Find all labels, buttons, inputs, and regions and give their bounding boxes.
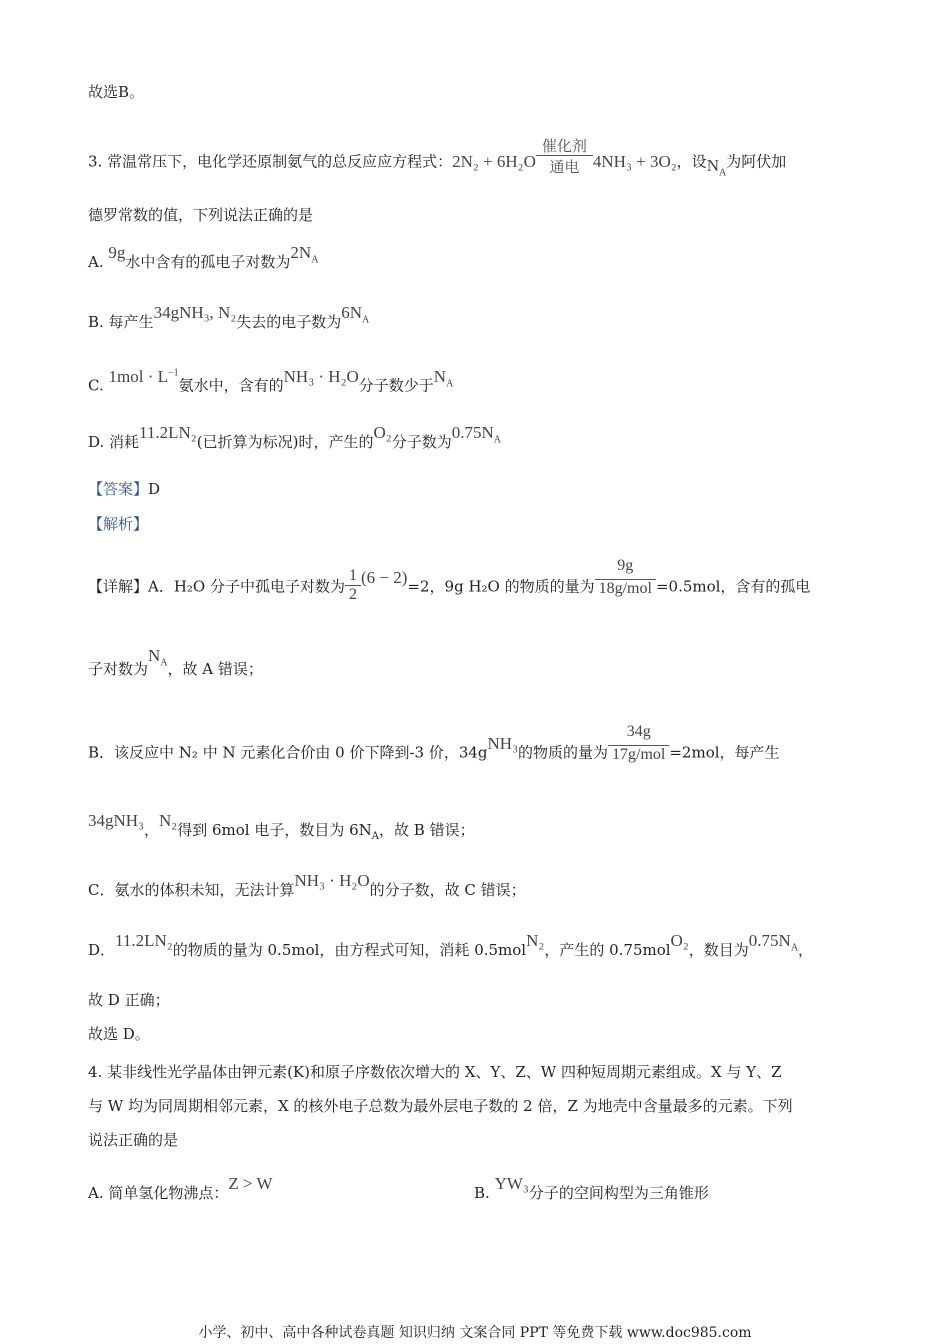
- q3-option-d: D. 消耗11.2LN₂(已折算为标况)时，产生的O₂分子数为$0.75N_A$: [88, 423, 501, 451]
- q3-option-c: C. $1mol \cdot L^{-1}$氨水中，含有的NH₃ · H₂O分子数少于$N_A$: [88, 366, 454, 395]
- half-fraction: $\frac{1}{2}$: [345, 567, 361, 604]
- moles-fraction-ammonia: $\frac{34g}{\text{17g/mol}}$: [608, 723, 669, 764]
- moles-fraction-water: $\frac{9g}{\text{18g/mol}}$: [595, 557, 656, 598]
- q4-stem-line1: 4. 某非线性光学晶体由钾元素(K)和原子序数依次增大的 X、Y、Z、W 四种短周期元素组成。X 与 Y、Z: [88, 1063, 782, 1081]
- q4-option-b: B. YW₃分子的空间构型为三角锥形: [474, 1174, 709, 1202]
- q4-option-a: A. 简单氢化物沸点：Z > W: [88, 1174, 273, 1202]
- q3-stem-c: 为阿伏加: [726, 152, 787, 171]
- q4-stem-line3: 说法正确的是: [88, 1131, 179, 1149]
- q4-stem-line2: 与 W 均为同周期相邻元素，X 的核外电子总数为最外层电子数的 2 倍，Z 为地壳中含量最多的元素。下列: [88, 1097, 793, 1115]
- q3-condition: 通电: [536, 155, 593, 176]
- detail-b-line1: B．该反应中 N₂ 中 N 元素化合价由 0 价下降到-3 价，34gNH₃的物质的量为 $\frac{34g}{\text{17g/mol}}$ =2mol，每产生: [88, 723, 780, 763]
- q3-stem-a: 3. 常温常压下，电化学还原制氨气的总反应应方程式：: [88, 152, 453, 171]
- q3-stem-line1: [88, 137, 787, 182]
- q3-stem-line2: 德罗常数的值，下列说法正确的是: [88, 206, 314, 224]
- q3-stem-b: ，设: [676, 152, 707, 171]
- q3-option-d-value: $0.75N_A$: [451, 423, 501, 446]
- q3-eq-left: 2N₂ + 6H₂O: [452, 151, 536, 171]
- analysis-tag: 【解析】: [88, 515, 149, 533]
- detail-d-line1: D．11.2LN₂的物质的量为 0.5mol，由方程式可知，消耗 0.5molN₂，产生的 0.75molO₂，数目为$0.75N_A$，: [88, 931, 814, 959]
- q3-option-a-value: $2N_A$: [290, 243, 319, 266]
- q3-na: $N_A$: [706, 155, 727, 178]
- detail-c: C．氨水的体积未知，无法计算NH₃ · H₂O的分子数，故 C 错误；: [88, 871, 526, 899]
- detail-b-line2: 34gNH₃，N₂得到 6mol 电子，数目为 $6N_A$，故 B 错误；: [88, 811, 475, 842]
- q3-option-c-conc: $1mol \cdot L^{-1}$: [108, 366, 179, 386]
- q3-eq-right: 4NH₃ + 3O₂: [592, 151, 677, 171]
- detail-d-line2: 故 D 正确；: [88, 991, 170, 1009]
- answer-value: D: [148, 480, 161, 498]
- q3-option-c-value: $N_A$: [433, 366, 454, 390]
- q3-eq-condition: [536, 137, 593, 176]
- detail-conclusion: 故选 D。: [88, 1025, 150, 1043]
- q3-catalyst: 催化剂: [541, 137, 587, 155]
- answer-tag: 【答案】: [88, 480, 149, 498]
- detail-a-line2: 子对数为$N_A$，故 A 错误；: [88, 646, 263, 678]
- q3-option-a: A. 9g水中含有的孤电子对数为$2N_A$: [88, 243, 319, 271]
- page-footer: 小学、初中、高中各种试卷真题 知识归纳 文案合同 PPT 等免费下载 www.doc985.com: [198, 1325, 752, 1341]
- q3-option-b-value: $6N_A$: [341, 303, 370, 326]
- prev-conclusion: 故选B。: [88, 83, 145, 101]
- detail-a-line1: 【详解】A．H₂O 分子中孤电子对数为 $\frac{1}{2}$ (6 − 2)=2，9g H₂O 的物质的量为 $\frac{9g}{\text{18g/mol}}$ =0.5mol，含有的孤电: [88, 557, 811, 603]
- q3-option-b: B. 每产生34gNH₃, N₂失去的电子数为$6N_A$: [88, 303, 370, 331]
- answer-line: [88, 479, 160, 499]
